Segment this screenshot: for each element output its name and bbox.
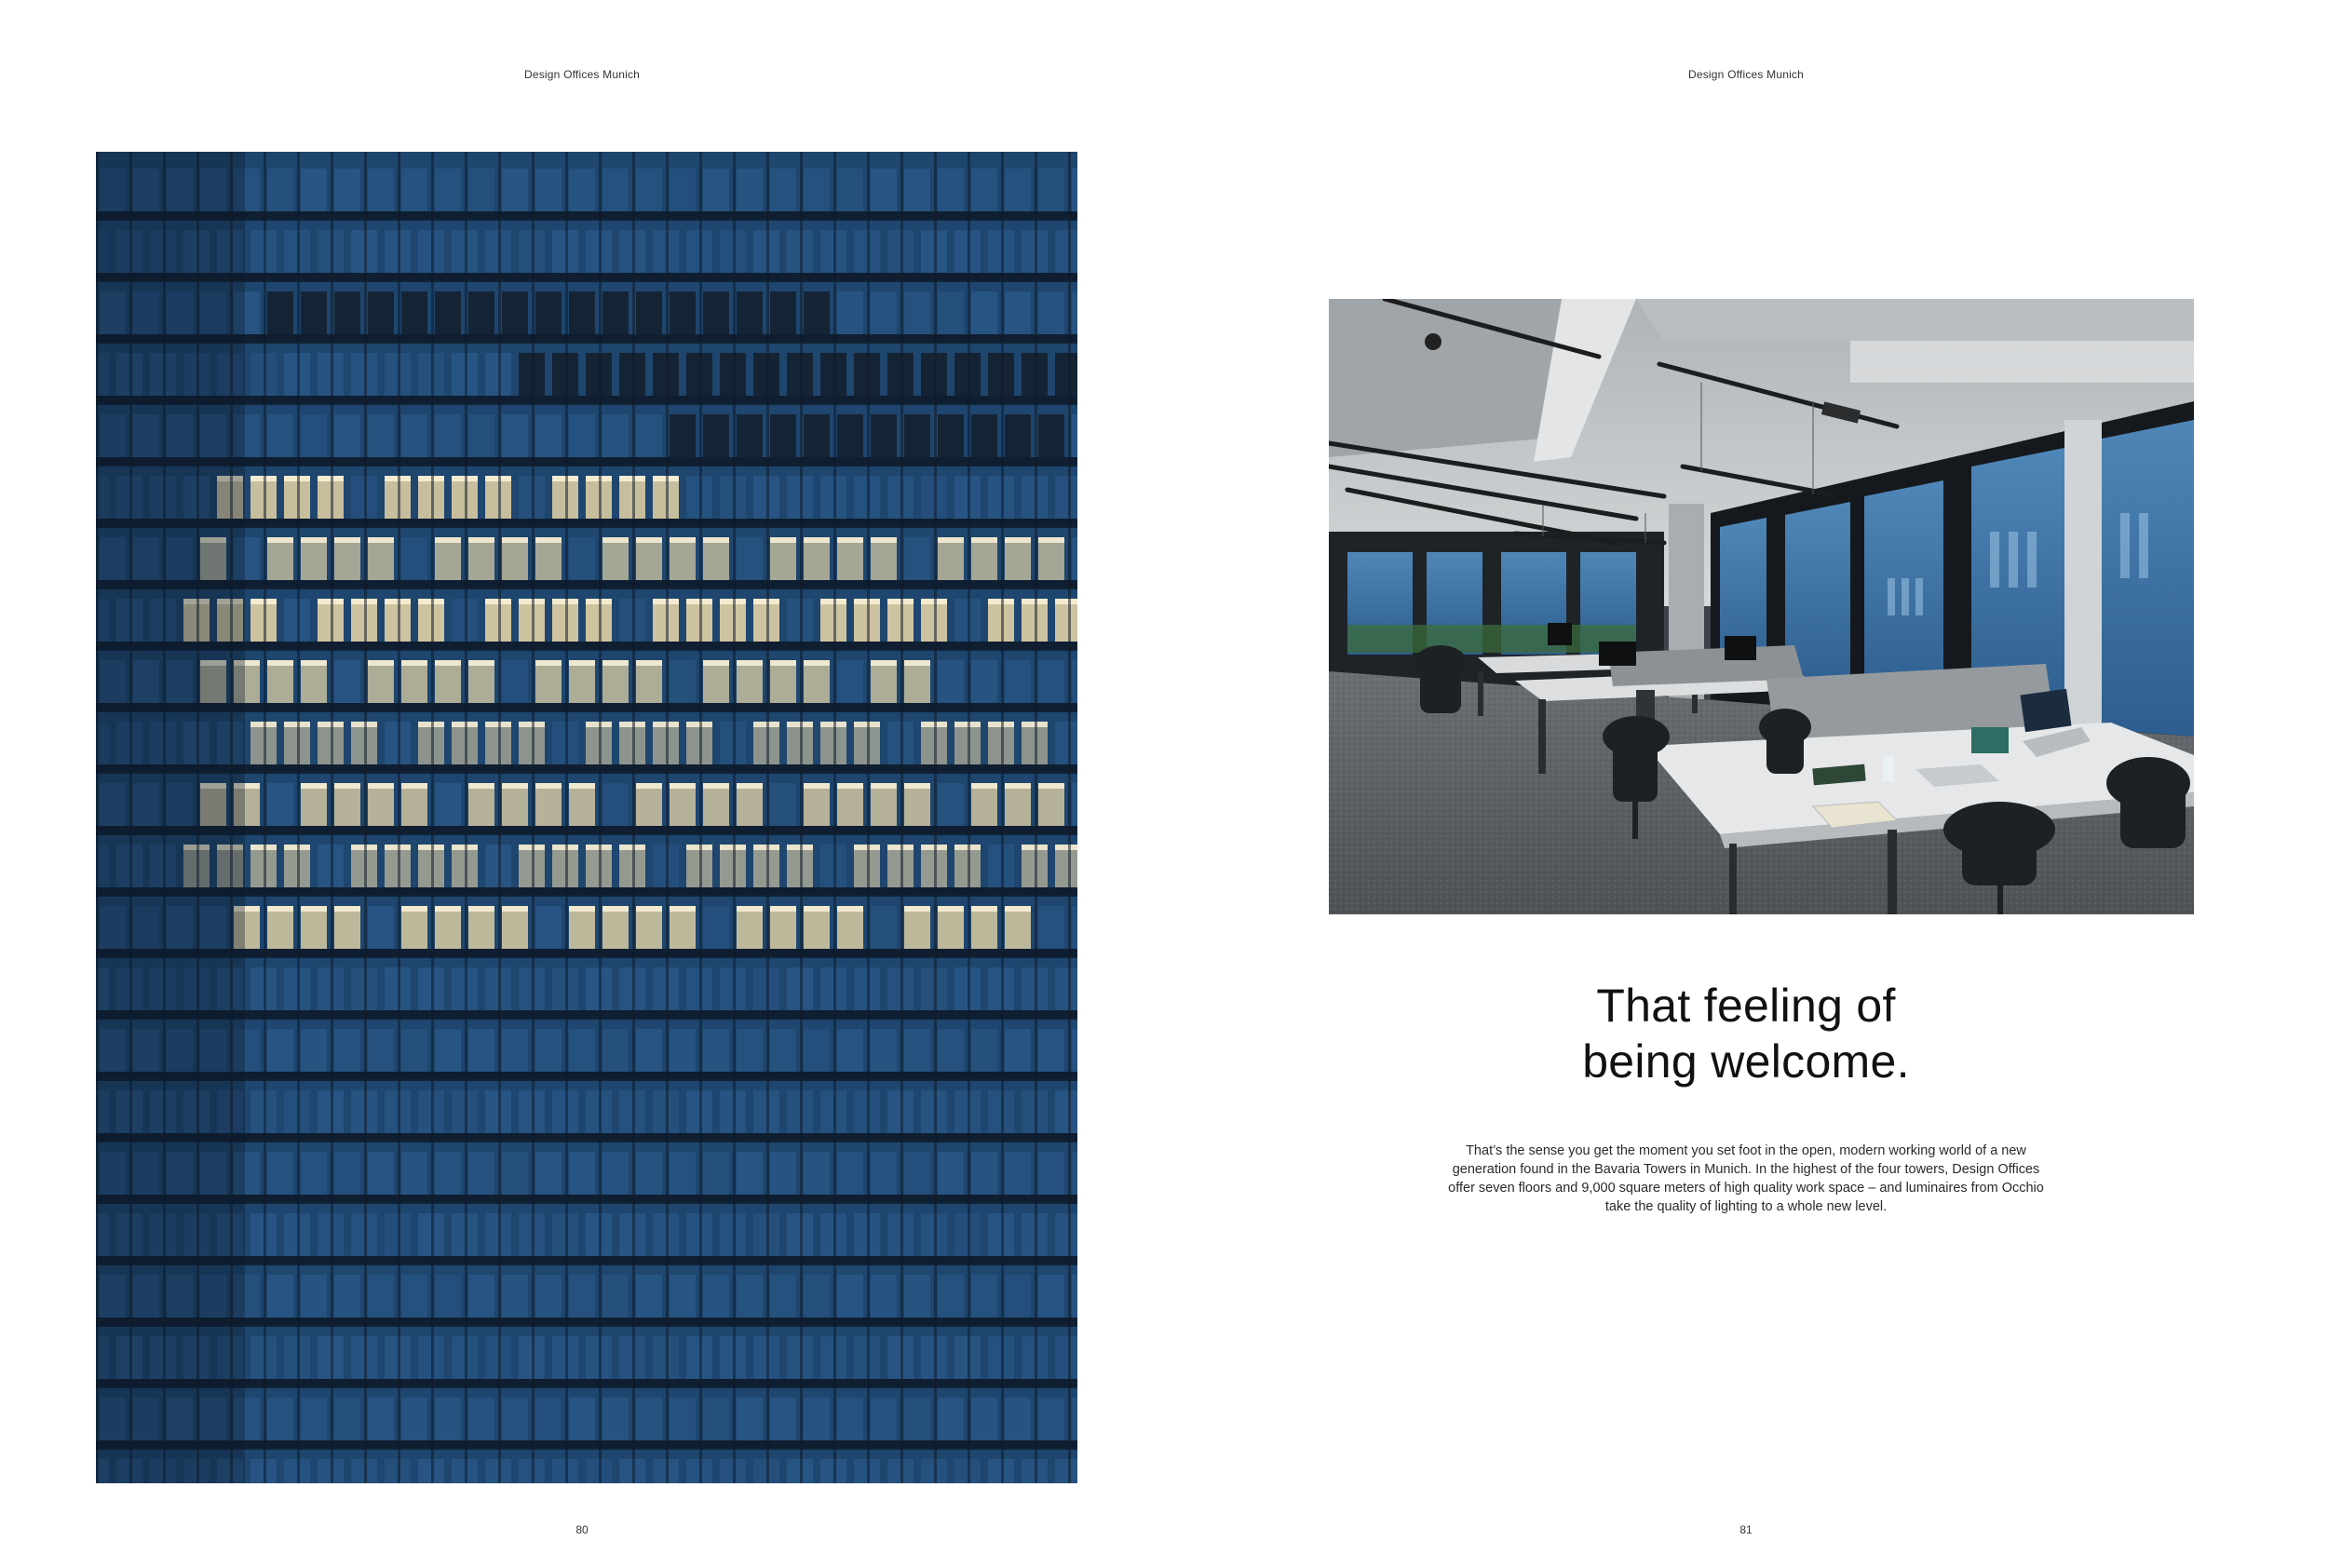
body-text: That’s the sense you get the moment you set foot in the open, modern working world of a new generation found in the Bavaria Towers in Munich. In the highest of the four towers, Design Offices offer seven floors and 9,000 square meters of high quality work space – and luminaires from Occhio take the quality of lighting to a whole new level.: [1448, 1143, 2044, 1214]
facade-photo-graphic: [96, 152, 1077, 1483]
headline-line-1: That feeling of: [1596, 980, 1896, 1032]
running-head-right: Design Offices Munich: [1687, 68, 1805, 81]
right-page: [1164, 0, 2328, 1568]
office-photo: [1329, 299, 2194, 914]
headline-line-2: being welcome.: [1582, 1035, 1910, 1088]
facade-photo: [96, 152, 1077, 1483]
page-number-left: 80: [575, 1523, 589, 1536]
office-photo-graphic: [1329, 299, 2194, 914]
page-number-right: 81: [1739, 1523, 1753, 1536]
running-head-left: Design Offices Munich: [523, 68, 641, 81]
headline: [1164, 978, 2328, 1089]
